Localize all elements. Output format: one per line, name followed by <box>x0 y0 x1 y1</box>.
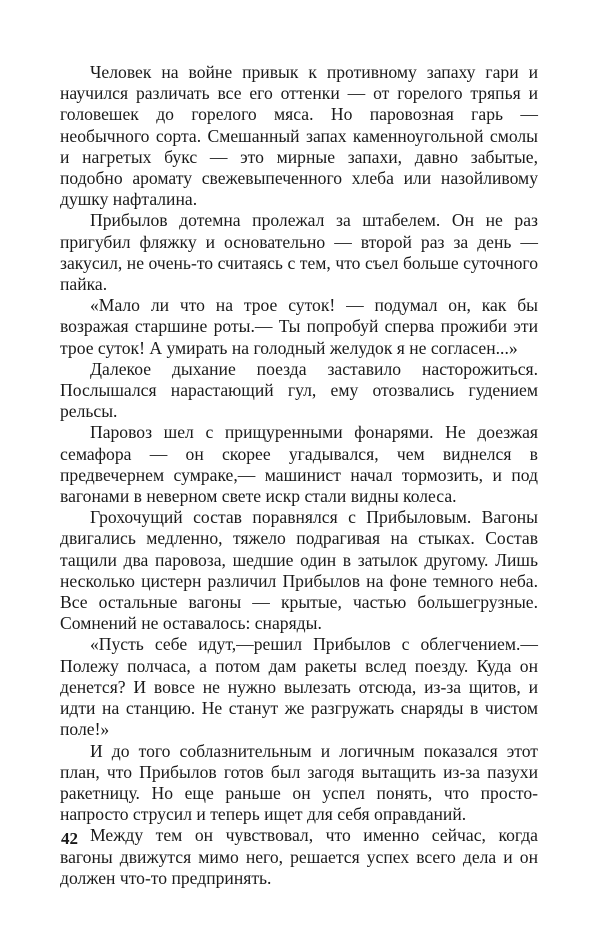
page-text <box>60 62 538 889</box>
paragraph-5: Паровоз шел с прищуренными фонарями. Не доезжая семафора — он скорее угадывался, чем виднелся в предвечернем сумраке,— машинист начал тормозить, и под вагонами в неверном свете искр стали видны колеса. <box>60 422 538 507</box>
paragraph-2: Прибылов дотемна пролежал за штабелем. Он не раз пригубил фляжку и основательно — второй раз за день — закусил, не очень-то считаясь с тем, что съел больше суточного пайка. <box>60 210 538 295</box>
paragraph-7: «Пусть себе идут,—решил Прибылов с облегчением.— Полежу полчаса, а потом дам ракеты вслед поезду. Куда он денется? И вовсе не нужно вылезать отсюда, из-за щитов, и идти на станцию. Не станут же разгружать снаряды в чистом поле!» <box>60 634 538 740</box>
paragraph-9: Между тем он чувствовал, что именно сейчас, когда вагоны движутся мимо него, решается успех всего дела и он должен что-то предпринять. <box>60 825 538 888</box>
paragraph-6: Грохочущий состав поравнялся с Прибыловым. Вагоны двигались медленно, тяжело подрагивая на стыках. Состав тащили два паровоза, шедшие один в затылок другому. Лишь несколько цистерн различил Прибылов на фоне темного неба. Все остальные вагоны — крытые, частью большегрузные. Сомнений не оставалось: снаряды. <box>60 507 538 634</box>
paragraph-1: Человек на войне привык к противному запаху гари и научился различать все его оттенки — от горелого тряпья и головешек до горелого мяса. Но паровозная гарь — необычного сорта. Смешанный запах каменноугольной смолы и нагретых букс — это мирные запахи, давно забытые, подобно аромату свежевыпеченного хлеба или назойливому душку нафталина. <box>60 62 538 210</box>
paragraph-8: И до того соблазнительным и логичным показался этот план, что Прибылов готов был загодя вытащить из-за пазухи ракетницу. Но еще раньше он успел понять, что просто-напросто струсил и теперь ищет для себя оправданий. <box>60 740 538 825</box>
paragraph-4: Далекое дыхание поезда заставило насторожиться. Послышался нарастающий гул, ему отозвались гудением рельсы. <box>60 358 538 422</box>
page-number: 42 <box>61 829 78 848</box>
paragraph-3: «Мало ли что на трое суток! — подумал он, как бы возражая старшине роты.— Ты попробуй сперва прожиби эти трое суток! А умирать на голодный желудок я не согласен...» <box>60 295 538 358</box>
